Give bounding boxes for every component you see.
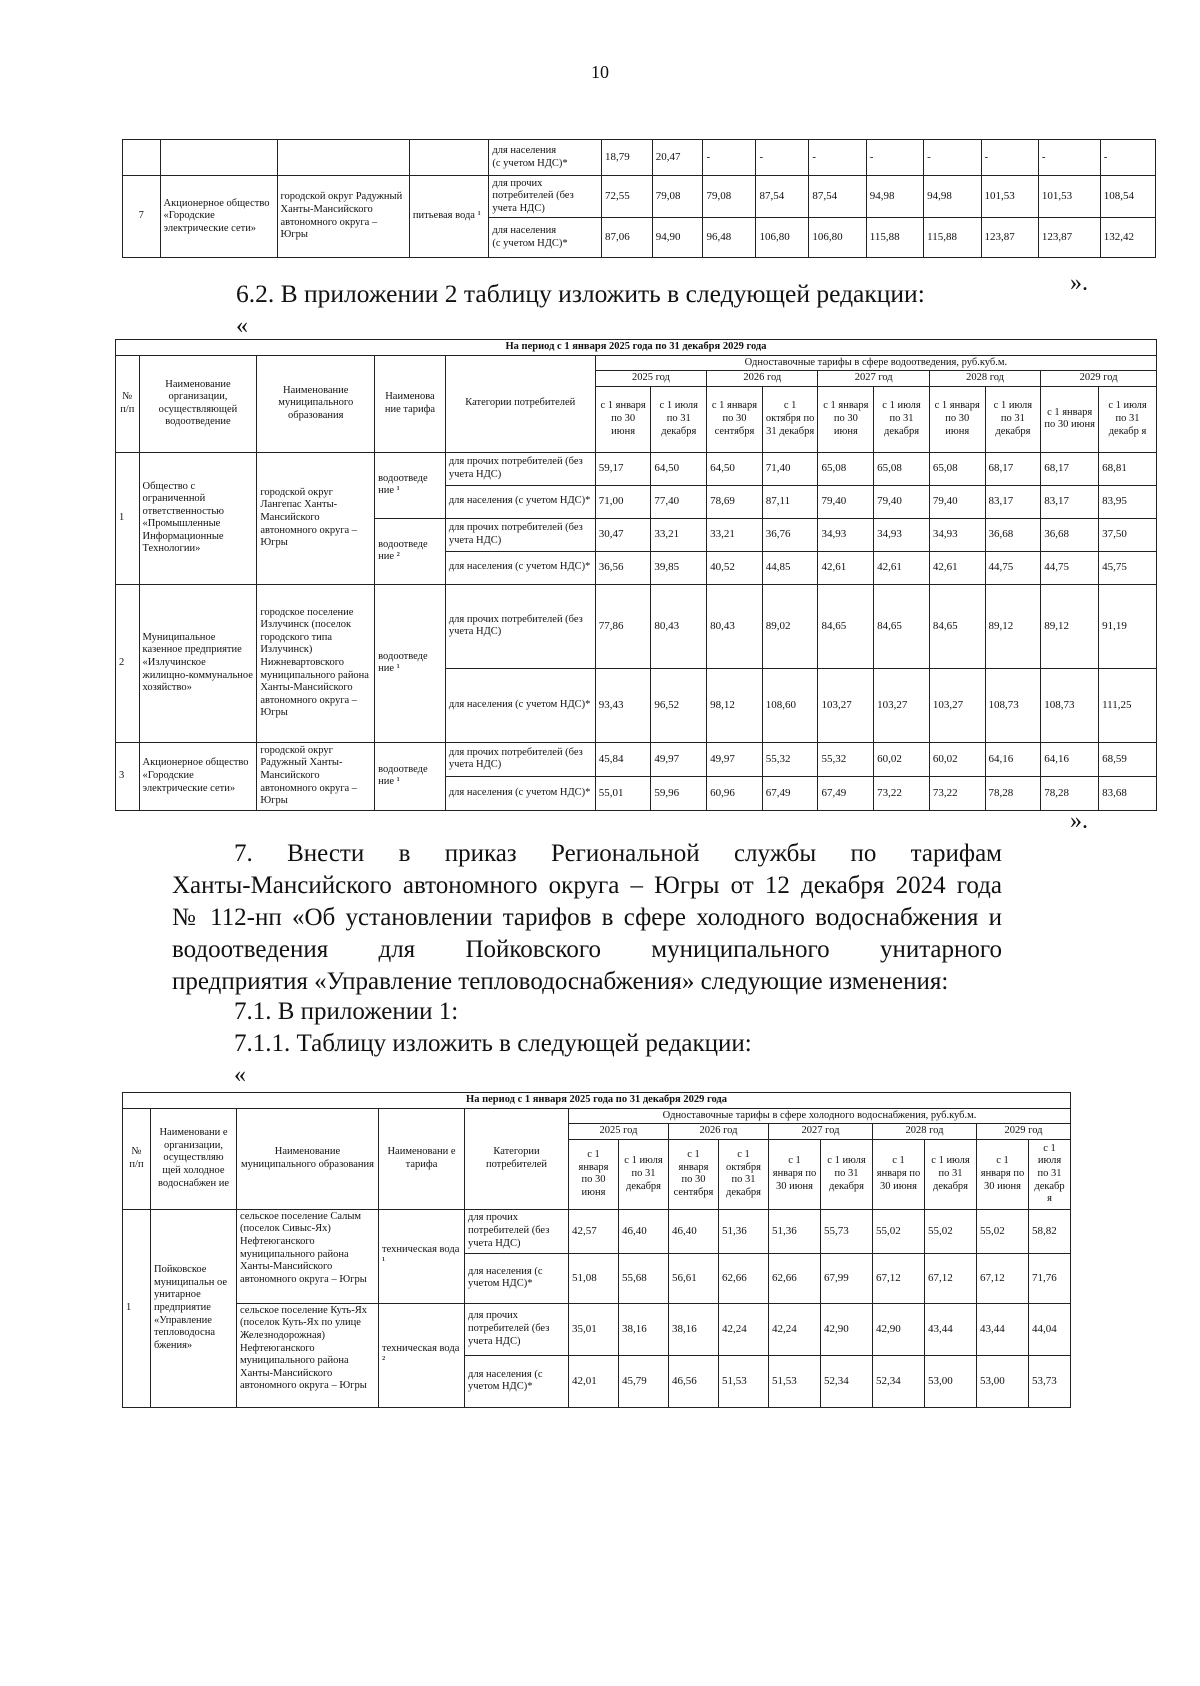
- t2-value: 37,50: [1099, 518, 1157, 551]
- section-6-2-heading: 6.2. В приложении 2 таблицу изложить в следующей редакции:: [236, 279, 925, 308]
- t3-value: 38,16: [619, 1303, 669, 1355]
- t2-value: 64,16: [1041, 742, 1099, 776]
- t3-value: 55,02: [873, 1209, 925, 1253]
- table-row: [123, 1209, 1071, 1253]
- t2-value: 68,59: [1099, 742, 1157, 776]
- t2-category: для населения (с учетом НДС)*: [445, 551, 595, 584]
- t2-value: 89,12: [985, 584, 1041, 668]
- t3-value: 35,01: [569, 1303, 619, 1355]
- t2-value: 65,08: [929, 452, 985, 485]
- t2-municipality: городской округ Лангепас Ханты-Мансийского автономного округа – Югры: [257, 452, 375, 584]
- t2-period-header: с 1 июля по 31 декабря: [874, 386, 930, 452]
- t3-value: 55,73: [821, 1209, 873, 1253]
- t1-cell-value: 20,47: [652, 140, 703, 176]
- t2-value: 45,75: [1099, 551, 1157, 584]
- t3-value: 53,73: [1029, 1355, 1071, 1407]
- t3-org-name: Пойковское муниципальн ое унитарное предприятие «Управление тепловодосна бжения»: [151, 1209, 237, 1407]
- t3-header-mun: Наименование муниципального образования: [237, 1108, 379, 1209]
- t2-year-header: 2029 год: [1041, 371, 1157, 387]
- t2-value: 83,17: [1041, 485, 1099, 518]
- t2-value: 44,75: [985, 551, 1041, 584]
- t2-org-num: 1: [116, 452, 140, 584]
- t2-value: 60,02: [874, 742, 930, 776]
- section-7-line-1: [172, 838, 1002, 870]
- table-row: [116, 584, 1157, 668]
- t3-period-header: с 1 января по 30 июня: [873, 1139, 925, 1209]
- section-7-1-1-heading: 7.1.1. Таблицу изложить в следующей редакции:: [234, 1030, 752, 1057]
- t2-value: 67,49: [818, 776, 874, 810]
- t2-value: 42,61: [929, 551, 985, 584]
- t2-org-name: Общество с ограниченной ответственностью «Промышленные Информационные Технологии»: [139, 452, 257, 584]
- t2-header-org: Наименование организации, осуществляющей водоотведение: [139, 355, 257, 452]
- t2-value: 80,43: [707, 584, 763, 668]
- t2-value: 108,73: [985, 668, 1041, 742]
- t3-period-header: с 1 января по 30 июня: [769, 1139, 821, 1209]
- table-row: [123, 1093, 1071, 1109]
- t3-value: 45,79: [619, 1355, 669, 1407]
- t3-period-header: с 1 октября по 31 декабря: [719, 1139, 769, 1209]
- table-row: [123, 140, 1156, 176]
- t2-header-tariff: Наименова ние тарифа: [375, 355, 446, 452]
- t3-value: 52,34: [873, 1355, 925, 1407]
- table-row: [116, 355, 1157, 371]
- t1-cell-value: 18,79: [601, 140, 652, 176]
- t2-value: 36,68: [985, 518, 1041, 551]
- t3-year-header: 2028 год: [873, 1124, 977, 1140]
- t2-header-num: № п/п: [116, 355, 140, 452]
- t3-value: 67,12: [873, 1253, 925, 1303]
- t3-value: 44,04: [1029, 1303, 1071, 1355]
- t1-cell-value: -: [756, 140, 809, 176]
- t2-header-mun: Наименование муниципального образования: [257, 355, 375, 452]
- t3-value: 43,44: [925, 1303, 977, 1355]
- t2-category: для прочих потребителей (без учета НДС): [445, 518, 595, 551]
- t2-period-header: с 1 января по 30 июня: [929, 386, 985, 452]
- section-7-word: 7.: [234, 840, 253, 867]
- t1-cell-value: 79,08: [703, 176, 756, 218]
- t3-year-header: 2026 год: [669, 1124, 769, 1140]
- t3-value: 56,61: [669, 1253, 719, 1303]
- section-7-word: Пойковского: [465, 936, 602, 963]
- t2-tariff-name: водоотведе ние ¹: [375, 584, 446, 742]
- t2-header-group: Одноставочные тарифы в сфере водоотведения, руб.куб.м.: [595, 355, 1156, 371]
- t2-value: 83,95: [1099, 485, 1157, 518]
- t2-value: 36,76: [762, 518, 818, 551]
- t2-year-header: 2025 год: [595, 371, 706, 387]
- t2-period-header: с 1 января по 30 сентября: [707, 386, 763, 452]
- section-7-word: тарифам: [910, 840, 1002, 867]
- t3-header-category: Категории потребителей: [465, 1108, 569, 1209]
- t3-value: 42,57: [569, 1209, 619, 1253]
- t1-cell-value: -: [703, 140, 756, 176]
- t1-cell-value: 72,55: [601, 176, 652, 218]
- t2-value: 79,40: [818, 485, 874, 518]
- t1-cell-value: 101,53: [981, 176, 1038, 218]
- t2-value: 30,47: [595, 518, 651, 551]
- section-7-line-5: предприятия «Управление тепловодоснабжения» следующие изменения:: [172, 968, 949, 995]
- t2-value: 64,50: [707, 452, 763, 485]
- t3-value: 43,44: [977, 1303, 1029, 1355]
- t3-period-header: с 1 января по 30 июня: [569, 1139, 619, 1209]
- section-7-line-4: [172, 934, 1002, 966]
- t1-cell-value: 101,53: [1038, 176, 1100, 218]
- t2-value: 34,93: [929, 518, 985, 551]
- t3-tariff-name: техническая вода ²: [379, 1303, 465, 1407]
- t3-value: 67,12: [925, 1253, 977, 1303]
- t3-value: 42,24: [769, 1303, 821, 1355]
- page-number: 10: [591, 62, 609, 82]
- t3-year-header: 2025 год: [569, 1124, 669, 1140]
- t3-value: 51,08: [569, 1253, 619, 1303]
- t2-value: 79,40: [874, 485, 930, 518]
- t3-value: 58,82: [1029, 1209, 1071, 1253]
- t3-value: 71,76: [1029, 1253, 1071, 1303]
- t3-value: 52,34: [821, 1355, 873, 1407]
- cold-water-tariff-table: [122, 1092, 1071, 1408]
- section-7-word: приказ: [444, 840, 517, 867]
- opening-quote: «: [236, 313, 248, 339]
- t1-cell-value: 108,54: [1100, 176, 1155, 218]
- t2-value: 89,12: [1041, 584, 1099, 668]
- t2-value: 108,73: [1041, 668, 1099, 742]
- t2-value: 33,21: [707, 518, 763, 551]
- t3-value: 51,53: [769, 1355, 821, 1407]
- t2-value: 65,08: [818, 452, 874, 485]
- t2-value: 34,93: [818, 518, 874, 551]
- t1-cell-num: 7: [123, 176, 161, 258]
- t2-period-header: с 1 октября по 31 декабря: [762, 386, 818, 452]
- t2-category: для населения (с учетом НДС)*: [445, 776, 595, 810]
- closing-quote: ».: [1070, 270, 1088, 296]
- t2-value: 103,27: [874, 668, 930, 742]
- t2-period-header: с 1 января по 30 июня: [1041, 386, 1099, 452]
- t1-cell-category: для прочих потребителей (без учета НДС): [489, 176, 602, 218]
- t2-value: 49,97: [707, 742, 763, 776]
- t1-cell-value: 94,98: [866, 176, 923, 218]
- t2-value: 42,61: [818, 551, 874, 584]
- t2-period-header: с 1 июля по 31 декабря: [651, 386, 707, 452]
- t2-value: 71,00: [595, 485, 651, 518]
- t1-cell-value: 106,80: [809, 218, 866, 258]
- t2-value: 87,11: [762, 485, 818, 518]
- t2-org-num: 2: [116, 584, 140, 742]
- t3-value: 55,02: [925, 1209, 977, 1253]
- t2-year-header: 2028 год: [929, 371, 1040, 387]
- t2-category: для прочих потребителей (без учета НДС): [445, 584, 595, 668]
- t1-cell-value: 79,08: [652, 176, 703, 218]
- t2-value: 55,01: [595, 776, 651, 810]
- wastewater-tariff-table: [115, 339, 1157, 811]
- t3-value: 62,66: [719, 1253, 769, 1303]
- t2-value: 65,08: [874, 452, 930, 485]
- t2-value: 64,50: [651, 452, 707, 485]
- t3-header-num: № п/п: [123, 1108, 151, 1209]
- section-7-1-heading: 7.1. В приложении 1:: [234, 998, 459, 1025]
- t1-cell-org: [160, 140, 277, 176]
- t2-org-name: Акционерное общество «Городские электрические сети»: [139, 742, 257, 810]
- t2-value: 71,40: [762, 452, 818, 485]
- t3-value: 46,40: [669, 1209, 719, 1253]
- t2-value: 83,17: [985, 485, 1041, 518]
- t3-value: 42,90: [821, 1303, 873, 1355]
- section-7-word: водоотведения: [172, 936, 329, 963]
- t2-header-category: Категории потребителей: [445, 355, 595, 452]
- table-row: [123, 1303, 1071, 1355]
- t2-tariff-name: водоотведе ние ²: [375, 518, 446, 584]
- t2-value: 77,86: [595, 584, 651, 668]
- t2-value: 44,75: [1041, 551, 1099, 584]
- t2-value: 78,28: [985, 776, 1041, 810]
- t3-value: 67,12: [977, 1253, 1029, 1303]
- t3-period-header: с 1 июля по 31 декабр я: [1029, 1139, 1071, 1209]
- t1-cell-category: для населения (с учетом НДС)*: [489, 140, 602, 176]
- t3-value: 67,99: [821, 1253, 873, 1303]
- t3-value: 53,00: [925, 1355, 977, 1407]
- t1-cell-mun: городской округ Радужный Ханты-Мансийского автономного округа – Югры: [277, 176, 409, 258]
- t3-value: 55,02: [977, 1209, 1029, 1253]
- t1-cell-value: -: [1100, 140, 1155, 176]
- opening-quote-2: «: [234, 1062, 246, 1088]
- tariff-table-continued: [122, 139, 1156, 258]
- t3-value: 42,90: [873, 1303, 925, 1355]
- t2-value: 67,49: [762, 776, 818, 810]
- t1-cell-value: 132,42: [1100, 218, 1155, 258]
- t1-cell-value: 94,90: [652, 218, 703, 258]
- t2-value: 59,17: [595, 452, 651, 485]
- t1-cell-tariff: питьевая вода ¹: [409, 176, 488, 258]
- section-7-line-2: Ханты-Мансийского автономного округа – Югры от 12 декабря 2024 года: [172, 872, 1002, 899]
- t2-period-header: с 1 июля по 31 декабр я: [1099, 386, 1157, 452]
- t3-period-header: с 1 января по 30 сентября: [669, 1139, 719, 1209]
- t2-value: 77,40: [651, 485, 707, 518]
- t2-tariff-name: водоотведе ние ¹: [375, 452, 446, 518]
- t3-year-header: 2027 год: [769, 1124, 873, 1140]
- t3-year-header: 2029 год: [977, 1124, 1071, 1140]
- t1-cell-value: 123,87: [1038, 218, 1100, 258]
- t2-value: 59,96: [651, 776, 707, 810]
- t2-municipality: городское поселение Излучинск (поселок городского типа Излучинск) Нижневартовского муниципального района Ханты-Мансийского автономного округа – Югры: [257, 584, 375, 742]
- t2-value: 96,52: [651, 668, 707, 742]
- t2-value: 111,25: [1099, 668, 1157, 742]
- t2-period-header: с 1 января по 30 июня: [818, 386, 874, 452]
- t3-value: 62,66: [769, 1253, 821, 1303]
- t1-cell-value: 87,06: [601, 218, 652, 258]
- t2-value: 55,32: [818, 742, 874, 776]
- t3-header-tariff: Наименовани е тарифа: [379, 1108, 465, 1209]
- t3-period-header: с 1 июля по 31 декабря: [619, 1139, 669, 1209]
- t3-municipality: сельское поселение Салым (поселок Сивыс-Ях) Нефтеюганского муниципального района Ханты-Мансийского автономного округа – Югры: [237, 1209, 379, 1303]
- t3-period-header: с 1 июля по 31 декабря: [821, 1139, 873, 1209]
- section-7-word: для: [378, 936, 416, 963]
- t2-value: 73,22: [929, 776, 985, 810]
- t2-value: 78,28: [1041, 776, 1099, 810]
- t2-value: 45,84: [595, 742, 651, 776]
- section-7-line-3: № 112-нп «Об установлении тарифов в сфере холодного водоснабжения и: [172, 904, 1002, 931]
- t3-tariff-name: техническая вода ¹: [379, 1209, 465, 1303]
- section-7-word: по: [850, 840, 877, 867]
- t2-value: 36,56: [595, 551, 651, 584]
- section-7-word: Внести: [287, 840, 365, 867]
- t2-value: 84,65: [929, 584, 985, 668]
- t1-cell-category: для населения (с учетом НДС)*: [489, 218, 602, 258]
- t2-value: 36,68: [1041, 518, 1099, 551]
- t3-value: 38,16: [669, 1303, 719, 1355]
- t2-category: для населения (с учетом НДС)*: [445, 668, 595, 742]
- t3-header-group: Одноставочные тарифы в сфере холодного водоснабжения, руб.куб.м.: [569, 1108, 1071, 1124]
- t2-category: для прочих потребителей (без учета НДС): [445, 452, 595, 485]
- table-row: [116, 742, 1157, 776]
- t2-period-header: с 1 июля по 31 декабря: [985, 386, 1041, 452]
- t2-value: 60,96: [707, 776, 763, 810]
- t2-value: 98,12: [707, 668, 763, 742]
- t1-cell-value: 123,87: [981, 218, 1038, 258]
- t1-cell-num: [123, 140, 161, 176]
- t2-value: 103,27: [929, 668, 985, 742]
- t2-value: 42,61: [874, 551, 930, 584]
- t2-value: 68,17: [1041, 452, 1099, 485]
- t2-value: 40,52: [707, 551, 763, 584]
- t3-value: 53,00: [977, 1355, 1029, 1407]
- t2-value: 84,65: [818, 584, 874, 668]
- t2-value: 78,69: [707, 485, 763, 518]
- t1-cell-value: 115,88: [924, 218, 981, 258]
- t3-period-header: с 1 января по 30 июня: [977, 1139, 1029, 1209]
- t3-value: 46,40: [619, 1209, 669, 1253]
- t2-value: 39,85: [651, 551, 707, 584]
- t2-category: для населения (с учетом НДС)*: [445, 485, 595, 518]
- t2-value: 80,43: [651, 584, 707, 668]
- t2-year-header: 2026 год: [707, 371, 818, 387]
- t2-category: для прочих потребителей (без учета НДС): [445, 742, 595, 776]
- t2-tariff-name: водоотведе ние ¹: [375, 742, 446, 810]
- t3-value: 55,68: [619, 1253, 669, 1303]
- t3-value: 51,53: [719, 1355, 769, 1407]
- t2-title: На период с 1 января 2025 года по 31 декабря 2029 года: [116, 340, 1157, 356]
- t3-category: для прочих потребителей (без учета НДС): [465, 1209, 569, 1253]
- t3-value: 51,36: [769, 1209, 821, 1253]
- t2-municipality: городской округ Радужный Ханты-Мансийского автономного округа – Югры: [257, 742, 375, 810]
- t2-value: 34,93: [874, 518, 930, 551]
- t3-category: для населения (с учетом НДС)*: [465, 1253, 569, 1303]
- t2-period-header: с 1 января по 30 июня: [595, 386, 651, 452]
- t1-cell-org: Акционерное общество «Городские электрические сети»: [160, 176, 277, 258]
- t2-value: 108,60: [762, 668, 818, 742]
- t1-cell-value: 87,54: [809, 176, 866, 218]
- t2-value: 55,32: [762, 742, 818, 776]
- t2-value: 89,02: [762, 584, 818, 668]
- t1-cell-tariff: [409, 140, 488, 176]
- t1-cell-value: 94,98: [924, 176, 981, 218]
- t2-value: 84,65: [874, 584, 930, 668]
- t1-cell-value: -: [1038, 140, 1100, 176]
- t1-cell-value: 87,54: [756, 176, 809, 218]
- section-7-word: муниципального: [651, 936, 830, 963]
- table-row: [123, 176, 1156, 218]
- t1-cell-value: 115,88: [866, 218, 923, 258]
- t2-value: 68,81: [1099, 452, 1157, 485]
- t1-cell-value: 106,80: [756, 218, 809, 258]
- t2-value: 44,85: [762, 551, 818, 584]
- t3-municipality: сельское поселение Куть-Ях (поселок Куть-Ях по улице Железнодорожная) Нефтеюганского муниципального района Ханты-Мансийского автономного округа – Югры: [237, 1303, 379, 1407]
- t1-cell-value: -: [809, 140, 866, 176]
- table-row: [116, 452, 1157, 485]
- t2-value: 33,21: [651, 518, 707, 551]
- table-row: [123, 1108, 1071, 1124]
- t3-category: для прочих потребителей (без учета НДС): [465, 1303, 569, 1355]
- t3-value: 42,01: [569, 1355, 619, 1407]
- t3-period-header: с 1 июля по 31 декабря: [925, 1139, 977, 1209]
- t2-value: 91,19: [1099, 584, 1157, 668]
- section-7-word: службы: [733, 840, 817, 867]
- t3-value: 42,24: [719, 1303, 769, 1355]
- t1-cell-value: -: [866, 140, 923, 176]
- t3-category: для населения (с учетом НДС)*: [465, 1355, 569, 1407]
- t2-value: 60,02: [929, 742, 985, 776]
- t2-year-header: 2027 год: [818, 371, 929, 387]
- t1-cell-value: 96,48: [703, 218, 756, 258]
- t2-value: 79,40: [929, 485, 985, 518]
- t1-cell-value: -: [924, 140, 981, 176]
- t2-value: 83,68: [1099, 776, 1157, 810]
- t2-value: 68,17: [985, 452, 1041, 485]
- t2-value: 64,16: [985, 742, 1041, 776]
- t1-cell-value: -: [981, 140, 1038, 176]
- t1-cell-mun: [277, 140, 409, 176]
- t2-value: 73,22: [874, 776, 930, 810]
- section-7-word: в: [398, 840, 411, 867]
- t2-org-name: Муниципальное казенное предприятие «Излучинское жилищно-коммунальное хозяйство»: [139, 584, 257, 742]
- section-7-word: унитарного: [879, 936, 1003, 963]
- table-row: [116, 340, 1157, 356]
- section-7-paragraph: [172, 838, 1002, 998]
- t2-value: 49,97: [651, 742, 707, 776]
- t3-value: 51,36: [719, 1209, 769, 1253]
- t3-value: 46,56: [669, 1355, 719, 1407]
- closing-quote-2: ».: [1070, 808, 1088, 834]
- t2-value: 93,43: [595, 668, 651, 742]
- t3-title: На период с 1 января 2025 года по 31 декабря 2029 года: [123, 1093, 1071, 1109]
- section-7-word: Региональной: [551, 840, 700, 867]
- t2-value: 103,27: [818, 668, 874, 742]
- t3-org-num: 1: [123, 1209, 151, 1407]
- t3-header-org: Наименовани е организации, осуществляю щей холодное водоснабжен ие: [151, 1108, 237, 1209]
- t2-org-num: 3: [116, 742, 140, 810]
